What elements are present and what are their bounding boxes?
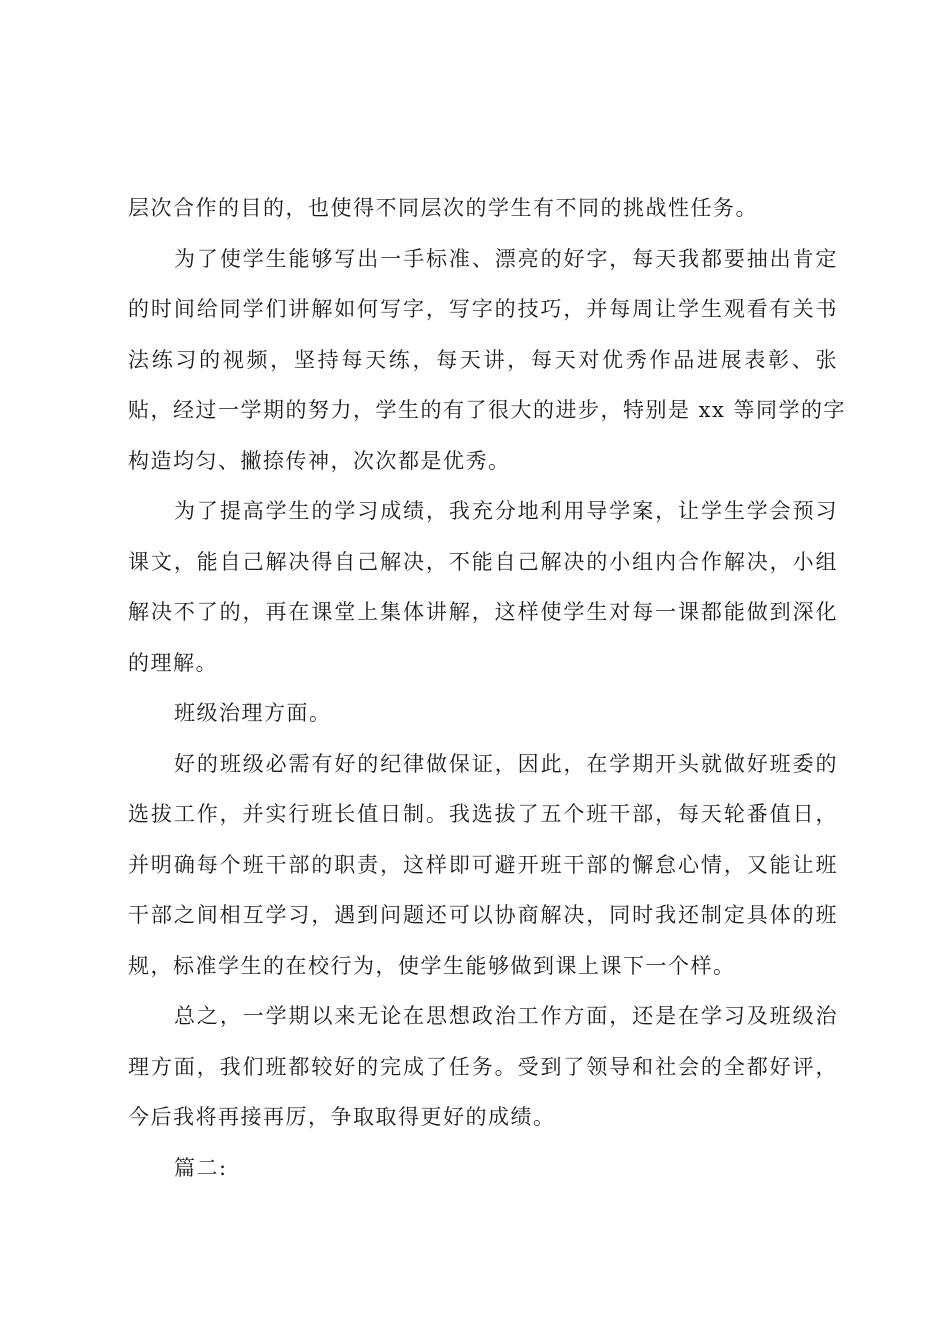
text-line: 为了使学生能够写出一手标准、漂亮的好字，每天我都要抽出肯定 — [174, 246, 838, 271]
text-line: 规，标准学生的在校行为，使学生能够做到课上课下一个样。 — [128, 953, 736, 978]
text-line: 的时间给同学们讲解如何写字，写字的技巧，并每周让学生观看有关书 — [128, 297, 838, 321]
text-line: 层次合作的目的，也使得不同层次的学生有不同的挑战性任务。 — [128, 196, 758, 220]
paragraph — [128, 991, 838, 1143]
text-line: 今后我将再接再厉，争取取得更好的成绩。 — [128, 1105, 556, 1129]
text-line: 的理解。 — [128, 650, 218, 675]
text-line: 并明确每个班干部的职责，这样即可避开班干部的懈怠心情，又能让班 — [128, 852, 838, 877]
paragraph — [128, 486, 838, 688]
text-line: 篇二: — [174, 1155, 228, 1180]
section-label — [128, 1143, 838, 1194]
paragraph — [128, 183, 838, 234]
text-line: 构造均匀、撇捺传神，次次都是优秀。 — [128, 448, 511, 473]
text-line: 解决不了的，再在课堂上集体讲解，这样使学生对每一课都能做到深化 — [128, 600, 838, 624]
document-body — [128, 183, 847, 1193]
text-line: 为了提高学生的学习成绩，我充分地利用导学案，让学生学会预习 — [174, 499, 838, 523]
paragraph — [128, 739, 838, 992]
text-line: 班级治理方面。 — [174, 701, 332, 725]
text-line: 课文，能自己解决得自己解决，不能自己解决的小组内合作解决，小组 — [128, 549, 838, 574]
text-line: 法练习的视频，坚持每天练，每天讲，每天对优秀作品进展表彰、张 — [128, 347, 838, 372]
text-line: 贴，经过一学期的努力，学生的有了很大的进步，特别是 xx 等同学的字 — [128, 398, 847, 422]
section-heading — [128, 688, 838, 739]
text-line: 总之，一学期以来无论在思想政治工作方面，还是在学习及班级治 — [174, 1004, 838, 1028]
text-line: 好的班级必需有好的纪律做保证，因此，在学期开头就做好班委的 — [174, 751, 838, 776]
text-line: 干部之间相互学习，遇到问题还可以协商解决，同时我还制定具体的班 — [128, 903, 838, 927]
text-line: 理方面，我们班都较好的完成了任务。受到了领导和社会的全都好评， — [128, 1054, 838, 1079]
paragraph — [128, 234, 847, 487]
text-line: 选拔工作，并实行班长值日制。我选拔了五个班干部，每天轮番值日， — [128, 802, 838, 826]
